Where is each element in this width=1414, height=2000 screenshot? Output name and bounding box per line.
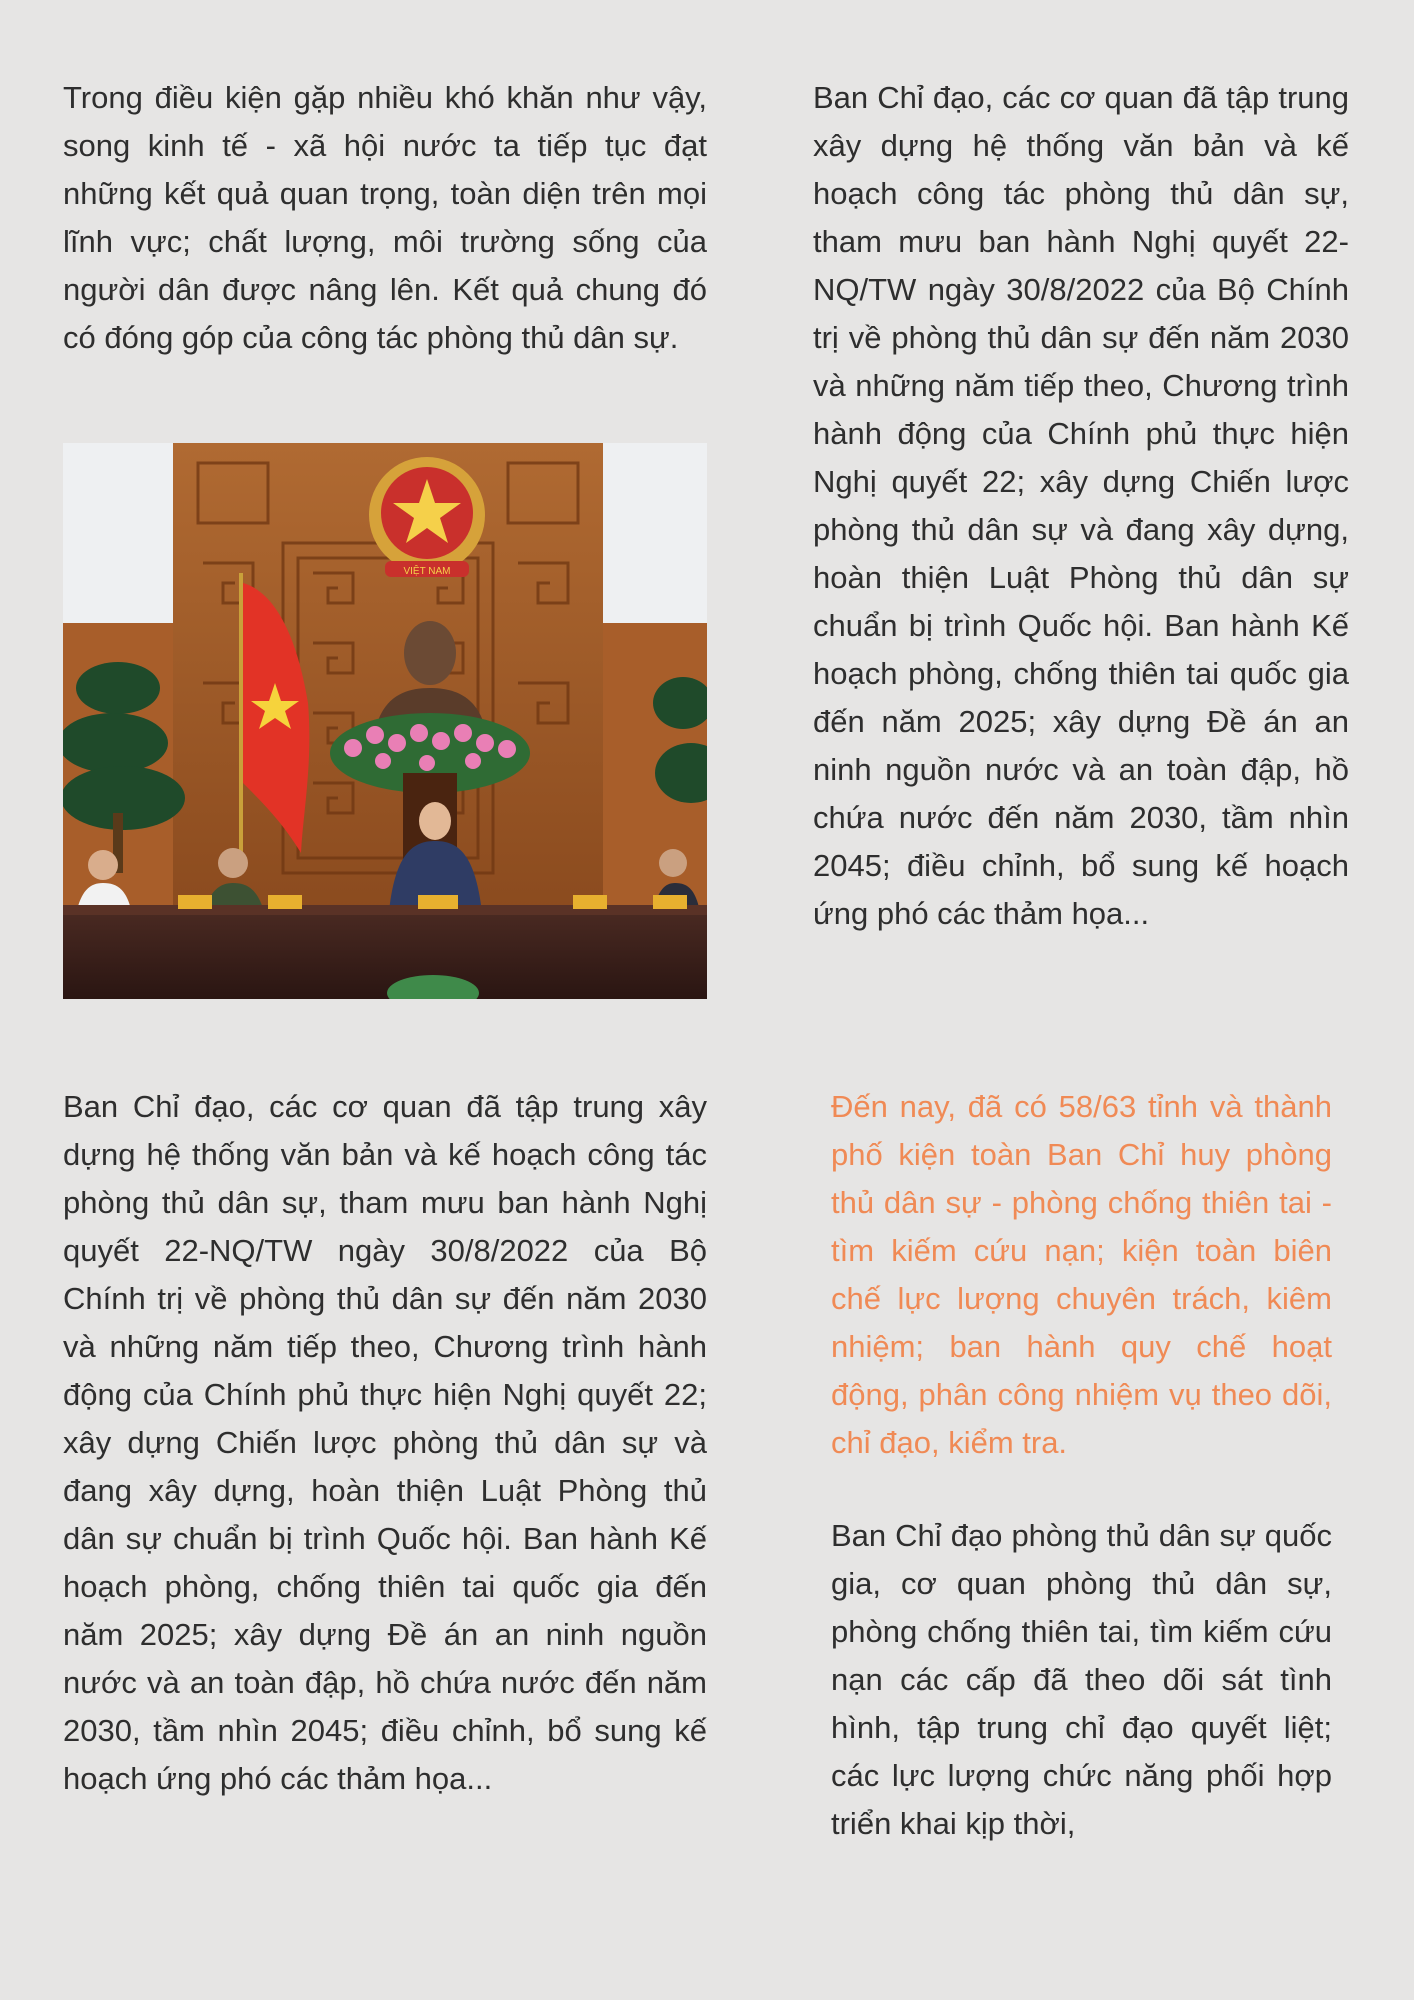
closing-paragraph: Ban Chỉ đạo phòng thủ dân sự quốc gia, cơ quan phòng thủ dân sự, phòng chống thiên tai, tìm kiếm cứu nạn các cấp đã theo dõi sát tình hình, tập trung chỉ đạo quyết liệt; các lực lượng chức năng phối hợp triển khai kịp thời,: [831, 1518, 1332, 1841]
highlight-paragraph: Đến nay, đã có 58/63 tỉnh và thành phố kiện toàn Ban Chỉ huy phòng thủ dân sự - phòng chống thiên tai - tìm kiếm cứu nạn; kiện toàn biên chế lực lượng chuyên trách, kiêm nhiệm; ban hành quy chế hoạt động, phân công nhiệm vụ theo dõi, chỉ đạo, kiểm tra.: [831, 1089, 1332, 1460]
right-column-paragraph: Ban Chỉ đạo, các cơ quan đã tập trung xây dựng hệ thống văn bản và kế hoạch công tác phòng thủ dân sự, tham mưu ban hành Nghị quyết 22-NQ/TW ngày 30/8/2022 của Bộ Chính trị về phòng thủ dân sự đến năm 2030 và những năm tiếp theo, Chương trình hành động của Chính phủ thực hiện Nghị quyết 22; xây dựng Chiến lược phòng thủ dân sự và đang xây dựng, hoàn thiện Luật Phòng thủ dân sự chuẩn bị trình Quốc hội. Ban hành Kế hoạch phòng, chống thiên tai quốc gia đến năm 2025; xây dựng Đề án an ninh nguồn nước và an toàn đập, hồ chứa nước đến năm 2030, tầm nhìn 2045; điều chỉnh, bổ sung kế hoạch ứng phó các thảm họa...: [813, 80, 1349, 931]
meeting-photo: [63, 443, 707, 999]
intro-paragraph: Trong điều kiện gặp nhiều khó khăn như vậy, song kinh tế - xã hội nước ta tiếp tục đạt những kết quả quan trọng, toàn diện trên mọi lĩnh vực; chất lượng, môi trường sống của người dân được nâng lên. Kết quả chung đó có đóng góp của công tác phòng thủ dân sự.: [63, 80, 707, 355]
left-column-paragraph: Ban Chỉ đạo, các cơ quan đã tập trung xây dựng hệ thống văn bản và kế hoạch công tác phòng thủ dân sự, tham mưu ban hành Nghị quyết 22-NQ/TW ngày 30/8/2022 của Bộ Chính trị về phòng thủ dân sự đến năm 2030 và những năm tiếp theo, Chương trình hành động của Chính phủ thực hiện Nghị quyết 22; xây dựng Chiến lược phòng thủ dân sự và đang xây dựng, hoàn thiện Luật Phòng thủ dân sự chuẩn bị trình Quốc hội. Ban hành Kế hoạch phòng, chống thiên tai quốc gia đến năm 2025; xây dựng Đề án an ninh nguồn nước và an toàn đập, hồ chứa nước đến năm 2030, tầm nhìn 2045; điều chỉnh, bổ sung kế hoạch ứng phó các thảm họa...: [63, 1089, 707, 1796]
emblem-text: VIỆT NAM: [403, 566, 451, 577]
